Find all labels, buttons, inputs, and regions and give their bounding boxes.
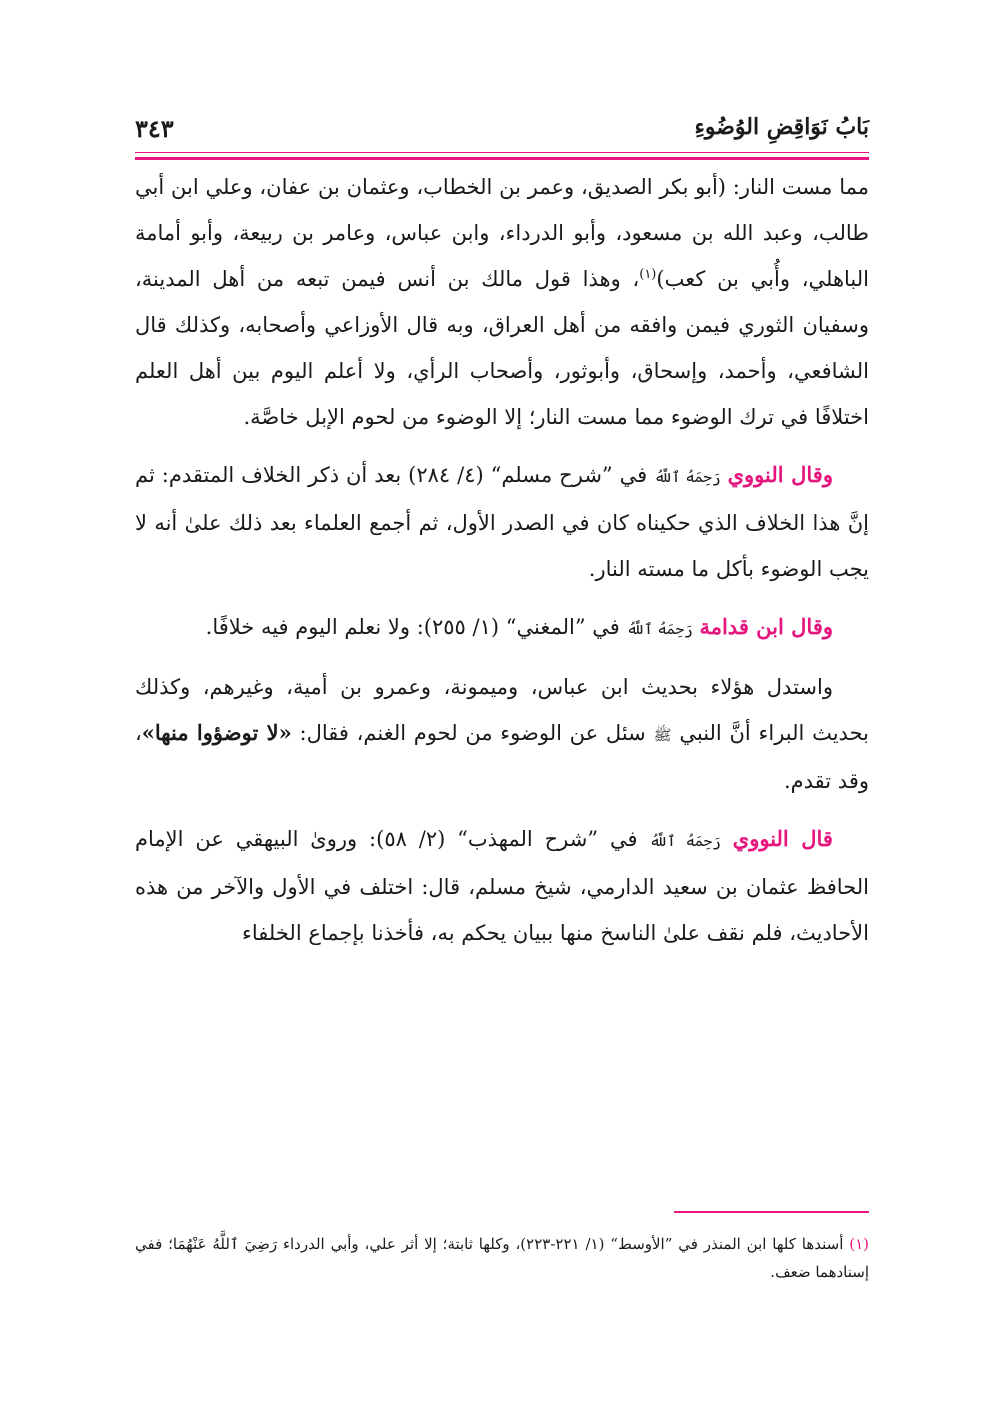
header-rule-thick (135, 157, 869, 160)
paragraph-3-lead: وقال ابن قدامة (699, 614, 833, 639)
chapter-title: بَابُ نَوَاقِضِ الوُضُوءِ (694, 114, 869, 140)
paragraph-2-text: في ”شرح مسلم“ (٤/ ٢٨٤) بعد أن ذكر الخلاف المتقدم: ثم إنَّ هذا الخلاف الذي حكيناه كان في الصدر الأول، ثم أجمع العلماء بعد ذلك علىٰ أنه لا يجب الوضوء بأكل ما مسته النار. (135, 463, 869, 581)
body-text (135, 164, 869, 956)
paragraph-3-text: في ”المغني“ (١/ ٢٥٥): ولا نعلم اليوم فيه خلافًا. (205, 615, 620, 639)
header-rule-thin (135, 152, 869, 153)
paragraph-1-text-a: مما مست النار: (أبو بكر الصديق، وعمر بن الخطاب، وعثمان بن عفان، وعلي ابن أبي طالب، وعبد الله بن مسعود، وأبو الدرداء، وابن عباس، وعامر بن ربيعة، وأبو أمامة الباهلي، وأُبي بن كعب) (135, 175, 869, 291)
hadith-quote: «لا توضؤوا منها» (141, 720, 292, 745)
paragraph-4-text-b: سئل عن الوضوء من لحوم الغنم، فقال: (299, 721, 646, 745)
honorific-glyph: رَحِمَهُ ٱللَّهُ (654, 468, 721, 486)
honorific-glyph: رَحِمَهُ ٱللَّهُ (626, 620, 693, 638)
page-number: ٣٤٣ (135, 114, 174, 143)
footnote-1 (135, 1230, 869, 1286)
paragraph-4 (135, 664, 869, 804)
paragraph-4-text-a: واستدل هؤلاء بحديث ابن عباس، وميمونة، وعمرو بن أمية، وغيرهم، وكذلك بحديث البراء أنَّ النبي (135, 675, 869, 745)
honorific-glyph: رَحِمَهُ ٱللَّهُ (649, 832, 721, 850)
footnote-marker: (١) (849, 1235, 870, 1253)
paragraph-2-lead: وقال النووي (727, 462, 833, 487)
paragraph-1-text-b: ، وهذا قول مالك بن أنس فيمن تبعه من أهل المدينة، وسفيان الثوري فيمن وافقه من أهل العراق، وبه قال الأوزاعي وأصحابه، وكذلك قال الشافعي، وأحمد، وإسحاق، وأبوثور، وأصحاب الرأي، ولا أعلم اليوم بين أهل العلم اختلافًا في ترك الوضوء مما مست النار؛ إلا الوضوء من لحوم الإبل خاصَّة. (135, 267, 869, 429)
honorific-glyph: رَضِيَ ٱللَّهُ عَنْهُمَا (172, 1235, 278, 1253)
paragraph-3 (135, 604, 869, 652)
paragraph-5 (135, 816, 869, 956)
footnotes (135, 1230, 869, 1286)
paragraph-1 (135, 164, 869, 440)
footnote-separator (674, 1211, 869, 1213)
paragraph-4-text-c: ، وقد تقدم. (135, 721, 869, 793)
paragraph-2 (135, 452, 869, 592)
paragraph-5-text: في ”شرح المهذب“ (٢/ ٥٨): وروىٰ البيهقي عن الإمام الحافظ عثمان بن سعيد الدارمي، شيخ مسلم، قال: اختلف في الأول والآخر من هذه الأحاديث، فلم نقف علىٰ الناسخ منها ببيان يحكم به، فأخذنا بإجماع الخلفاء (135, 827, 869, 945)
footnote-text: أسندها كلها ابن المنذر في ”الأوسط“ (١/ ٢٢١-٢٢٣)، وكلها ثابتة؛ إلا أثر علي، وأبي الدرداء (282, 1235, 844, 1253)
footnote-text-b: ؛ ففي إسنادهما ضعف. (135, 1235, 869, 1281)
footnote-reference[interactable]: (١) (639, 267, 657, 282)
salawat-glyph: ﷺ (653, 726, 672, 744)
paragraph-5-lead: قال النووي (732, 826, 833, 851)
running-header (135, 108, 869, 152)
